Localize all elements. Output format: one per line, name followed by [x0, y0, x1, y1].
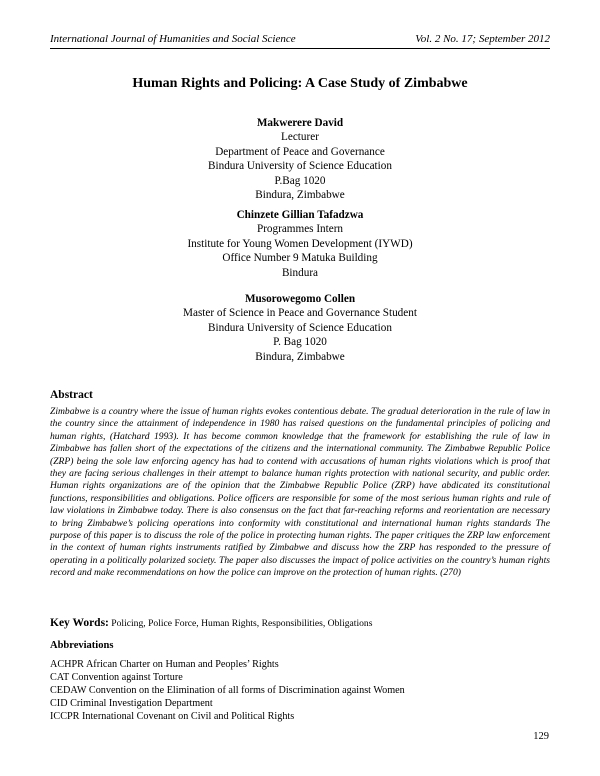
author-name: Musorowegomo Collen — [244, 293, 356, 305]
paper-title: Human Rights and Policing: A Case Study of Zimbabwe — [132, 76, 468, 91]
author-affiliation-line: Institute for Young Women Development (IYWD) — [187, 237, 413, 250]
abstract-heading: Abstract — [50, 389, 93, 401]
abbreviation-item: CEDAW Convention on the Elimination of all forms of Discrimination against Women — [50, 685, 405, 697]
abbreviation-item: CAT Convention against Torture — [50, 672, 183, 684]
issue-info: Vol. 2 No. 17; September 2012 — [415, 33, 550, 45]
author-affiliation-line: P.Bag 1020 — [274, 174, 326, 187]
author-name: Makwerere David — [256, 117, 344, 129]
author-affiliation-line: Master of Science in Peace and Governance Student — [183, 307, 417, 320]
author-affiliation-line: Lecturer — [281, 131, 319, 144]
running-header — [50, 33, 550, 49]
author-affiliation-line: Bindura University of Science Education — [208, 321, 392, 334]
keywords — [50, 617, 550, 629]
author-name: Chinzete Gillian Tafadzwa — [236, 209, 364, 221]
keywords-text: Policing, Police Force, Human Rights, Responsibilities, Obligations — [111, 618, 373, 629]
abbreviation-item: ACHPR African Charter on Human and Peoples’ Rights — [50, 659, 279, 670]
author-affiliation-line: Office Number 9 Matuka Building — [222, 252, 378, 265]
author-affiliation-line: Department of Peace and Governance — [215, 145, 385, 158]
abbreviations-list — [50, 658, 405, 723]
abbreviation-item: ICCPR International Covenant on Civil and Political Rights — [50, 711, 295, 723]
abstract-text: Zimbabwe is a country where the issue of human rights evokes contentious debate. The gradual deterioration in the rule of law in the country since the attainment of independence in 1980 has raised questions on the fundamental principles of policing and human rights, (Hatchard 1993). It has become common knowledge that the framework for establishing the rule of law in Zimbabwe has fallen short of the expectations of the citizens and the international community. The Zimbabwe Republic Police (ZRP) being the sole law enforcing agency has had to contend with accusations of human rights violations which is proof that they are facing serious challenges in their attempt to balance human rights protection with national security, and public order. Human rights organizations are of the opinion that the Zimbabwe Republic Police (ZRP) have abdicated its constitutional functions, responsibilities and obligations. Police officers are responsible for some of the most serious human rights and rule of law violations in Zimbabwe today. There is also consensus on the fact that far-reaching reforms and reorientation are necessary to bring Zimbabwe’s policing operations into conformity with constitutional and international human rights standards The purpose of this paper is to discuss the role of the police in protecting human rights. The paper critiques the ZRP law enforcement in the context of human rights instruments ratified by Zimbabwe and discuss how the ZRP has responded to the pressure of operating in a politically polarized society. The paper also discusses the impact of police activities on the country’s human rights record and make recommendations on how the police can improve on the protection of human rights. (270) — [50, 406, 550, 579]
page-number: 129 — [533, 731, 549, 742]
author-affiliation-line: Bindura, Zimbabwe — [255, 350, 345, 363]
author-block — [0, 292, 600, 364]
abbreviations-heading: Abbreviations — [50, 640, 114, 651]
author-affiliation-line: Programmes Intern — [256, 223, 344, 236]
author-affiliation-line: Bindura, Zimbabwe — [255, 189, 345, 202]
abbreviation-item: CID Criminal Investigation Department — [50, 698, 213, 710]
author-block — [0, 208, 600, 280]
journal-name: International Journal of Humanities and Social Science — [50, 33, 296, 45]
author-block — [0, 116, 600, 202]
author-affiliation-line: P. Bag 1020 — [273, 336, 327, 349]
author-affiliation-line: Bindura — [281, 266, 319, 279]
author-affiliation-line: Bindura University of Science Education — [208, 160, 392, 173]
keywords-label: Key Words: — [50, 617, 109, 629]
